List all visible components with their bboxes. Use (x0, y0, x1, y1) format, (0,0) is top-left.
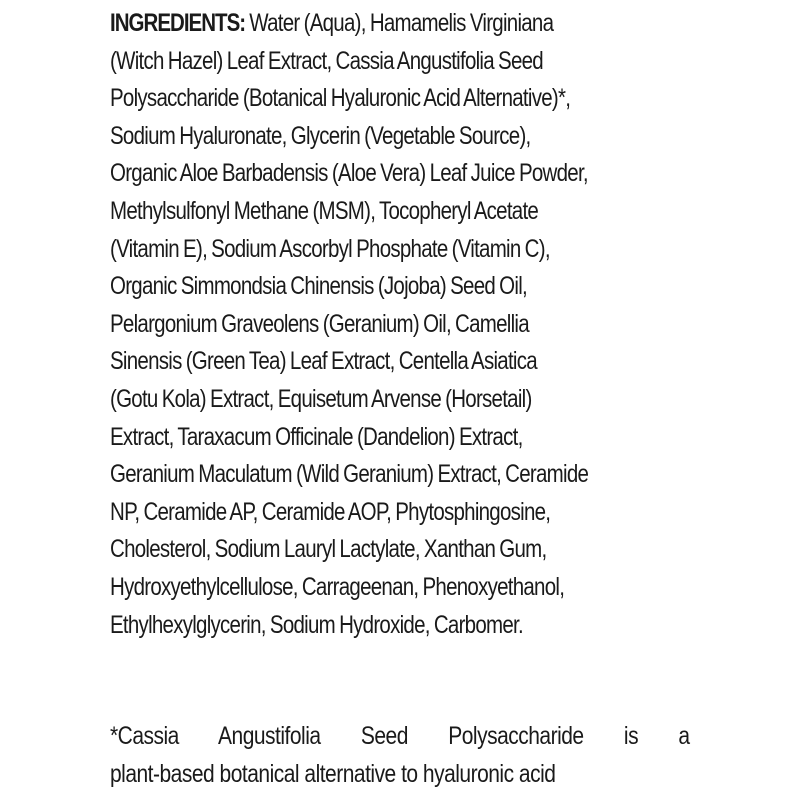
ingredients-line: NP, Ceramide AP, Ceramide AOP, Phytosphingosine, (110, 497, 551, 526)
ingredients-line: Cholesterol, Sodium Lauryl Lactylate, Xanthan Gum, (110, 535, 547, 564)
ingredients-line: Geranium Maculatum (Wild Geranium) Extract, Ceramide (110, 460, 589, 489)
footnote (110, 718, 690, 793)
ingredients-line-1 (110, 5, 692, 43)
ingredients-line: Sinensis (Green Tea) Leaf Extract, Centella Asiatica (110, 347, 537, 376)
footnote-line: *Cassia Angustifolia Seed Polysaccharide is a (110, 722, 690, 750)
ingredients-line: Sodium Hyaluronate, Glycerin (Vegetable Source), (110, 121, 531, 150)
ingredients-line: Polysaccharide (Botanical Hyaluronic Acid Alternative)*, (110, 84, 571, 113)
ingredients-line-text: Water (Aqua), Hamamelis Virginiana (249, 9, 554, 37)
ingredients-line: (Gotu Kola) Extract, Equisetum Arvense (Horsetail) (110, 384, 532, 413)
ingredients-line: Organic Simmondsia Chinensis (Jojoba) Seed Oil, (110, 272, 527, 301)
ingredients-line: Methylsulfonyl Methane (MSM), Tocopheryl Acetate (110, 196, 539, 225)
ingredient-label (110, 5, 690, 644)
ingredients-line: Hydroxyethylcellulose, Carrageenan, Phenoxyethanol, (110, 572, 565, 601)
ingredients-line: Ethylhexylglycerin, Sodium Hydroxide, Carbomer. (110, 610, 523, 639)
ingredients-line: Organic Aloe Barbadensis (Aloe Vera) Leaf Juice Powder, (110, 159, 588, 188)
ingredients-line: Extract, Taraxacum Officinale (Dandelion) Extract, (110, 422, 523, 451)
ingredients-line: (Vitamin E), Sodium Ascorbyl Phosphate (Vitamin C), (110, 234, 550, 263)
ingredients-list (110, 5, 692, 644)
ingredients-line: (Witch Hazel) Leaf Extract, Cassia Angustifolia Seed (110, 46, 543, 75)
ingredients-line: Pelargonium Graveolens (Geranium) Oil, Camellia (110, 309, 529, 338)
ingredients-title: INGREDIENTS: (110, 9, 246, 37)
footnote-line: plant-based botanical alternative to hyaluronic acid (110, 759, 556, 788)
